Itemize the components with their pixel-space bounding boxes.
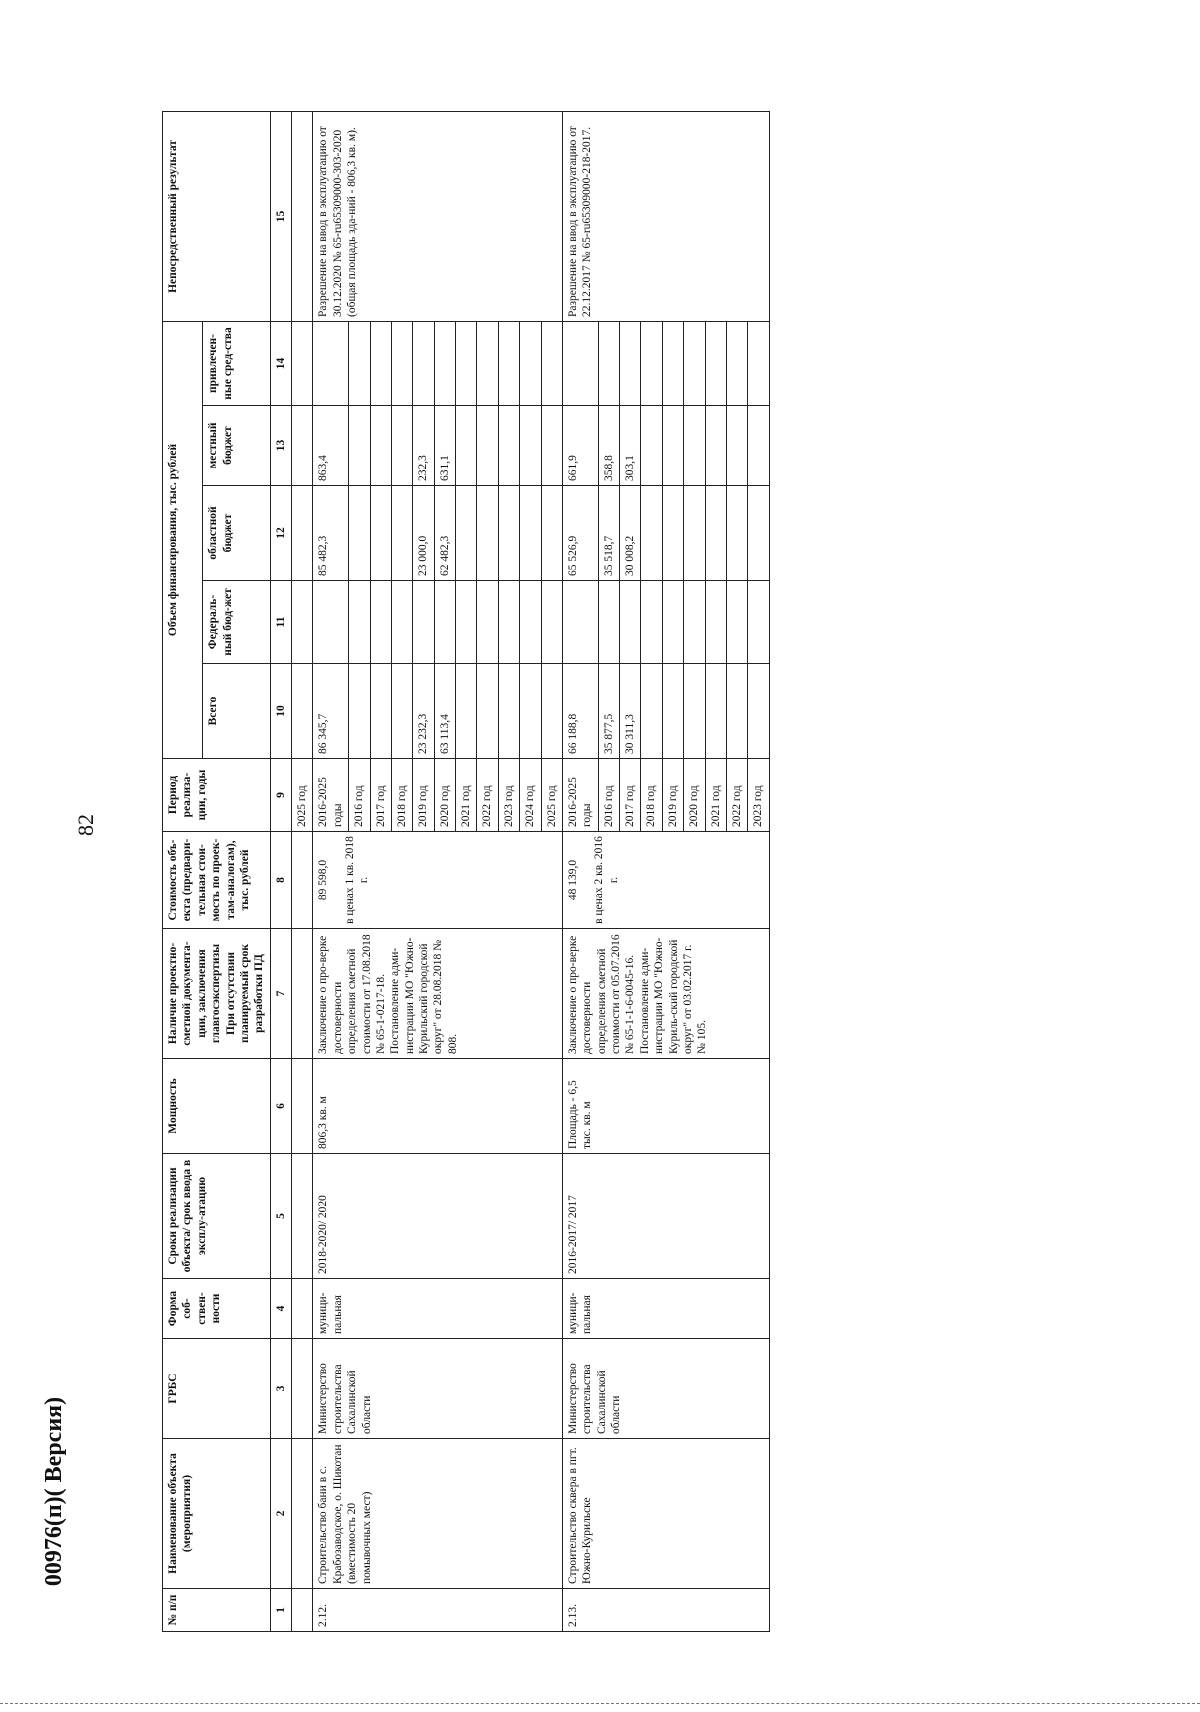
attracted-cell <box>498 321 519 405</box>
column-number-cell: 14 <box>270 321 291 405</box>
cost-note: в ценах 1 кв. 2018 г. <box>343 836 371 924</box>
federal-cell <box>662 581 683 664</box>
cost-note: в ценах 2 кв. 2016 г. <box>593 836 620 924</box>
cell-empty <box>292 321 313 405</box>
project-documentation: Заключение о про-верке достоверности определения сметной стоимости от 05.07.2016 № 65-1-1-6-0045-16. Постановление адми-нистрации МО "Южно-Куриль-ский городской округ" от 03.02.2017 г. № 105. <box>562 929 769 1059</box>
previous-row-tail <box>292 111 313 1631</box>
period-cell: 2022 год <box>477 759 498 832</box>
cost-value: 48 139,0 <box>566 859 579 901</box>
attracted-cell <box>370 321 391 405</box>
project-grbs: Министерство строительства Сахалинской области <box>562 1339 769 1439</box>
column-number-cell: 9 <box>270 759 291 832</box>
attracted-cell <box>541 321 562 405</box>
total-cell: 66 188,8 <box>562 664 598 759</box>
cell-empty <box>292 1154 313 1279</box>
attracted-cell <box>520 321 541 405</box>
regional-cell <box>662 486 683 581</box>
header-capacity: Мощность <box>163 1059 271 1154</box>
period-cell: 2020 год <box>434 759 455 832</box>
project-result: Разрешение на ввод в эксплуатацию от 22.12.2017 № 65-ru65309000-218-2017. <box>562 111 769 321</box>
total-cell <box>541 664 562 759</box>
regional-cell: 65 526,9 <box>562 486 598 581</box>
project-capacity: Площадь - 6,5 тыс. кв. м <box>562 1059 769 1154</box>
local-cell <box>456 406 477 486</box>
period-cell: 2021 год <box>705 759 726 832</box>
cell-period: 2025 год <box>292 759 313 832</box>
header-federal: Федераль-ный бюд-жет <box>203 581 270 664</box>
local-cell: 232,3 <box>413 406 434 486</box>
period-cell: 2024 год <box>520 759 541 832</box>
regional-cell <box>370 486 391 581</box>
total-cell <box>520 664 541 759</box>
period-cell: 2017 год <box>370 759 391 832</box>
regional-cell: 23 000,0 <box>413 486 434 581</box>
project-deadline: 2018-2020/ 2020 <box>313 1154 563 1279</box>
column-number-cell: 6 <box>270 1059 291 1154</box>
period-cell: 2022 год <box>726 759 747 832</box>
total-cell: 23 232,3 <box>413 664 434 759</box>
local-cell <box>498 406 519 486</box>
attracted-cell <box>313 321 349 405</box>
header-number: № п/п <box>163 1589 271 1632</box>
column-number-cell: 12 <box>270 486 291 581</box>
period-cell: 2016-2025 годы <box>313 759 349 832</box>
project-row <box>313 111 349 1631</box>
column-number-cell: 4 <box>270 1279 291 1339</box>
period-cell: 2018 год <box>641 759 662 832</box>
regional-cell <box>641 486 662 581</box>
header-attracted: привлечен-ные сред-ства <box>203 321 270 405</box>
federal-cell <box>726 581 747 664</box>
rotated-table-container <box>162 112 1200 1632</box>
header-result: Непосредственный результат <box>163 111 271 321</box>
regional-cell <box>456 486 477 581</box>
federal-cell <box>456 581 477 664</box>
header-regional: областной бюджет <box>203 486 270 581</box>
regional-cell <box>520 486 541 581</box>
table-body <box>292 111 770 1631</box>
federal-cell <box>413 581 434 664</box>
federal-cell <box>349 581 370 664</box>
total-cell <box>391 664 412 759</box>
federal-cell <box>562 581 598 664</box>
total-cell <box>748 664 769 759</box>
cell-empty <box>292 1439 313 1589</box>
total-cell <box>370 664 391 759</box>
column-number-cell: 11 <box>270 581 291 664</box>
regional-cell <box>684 486 705 581</box>
period-cell: 2016 год <box>598 759 619 832</box>
cell-empty <box>292 664 313 759</box>
attracted-cell <box>662 321 683 405</box>
total-cell <box>662 664 683 759</box>
column-number-cell: 10 <box>270 664 291 759</box>
period-cell: 2019 год <box>662 759 683 832</box>
local-cell <box>370 406 391 486</box>
column-number-cell: 2 <box>270 1439 291 1589</box>
column-number-cell: 7 <box>270 929 291 1059</box>
project-grbs: Министерство строительства Сахалинской области <box>313 1339 563 1439</box>
total-cell <box>349 664 370 759</box>
local-cell <box>662 406 683 486</box>
total-cell: 30 311,3 <box>620 664 641 759</box>
federal-cell <box>641 581 662 664</box>
header-cost: Стоимость объ-екта (предвари-тельная стои-мость по проек-там-аналогам), тыс. рублей <box>163 832 271 929</box>
total-cell: 86 345,7 <box>313 664 349 759</box>
cell-empty <box>292 1339 313 1439</box>
federal-cell <box>748 581 769 664</box>
cell-empty <box>292 581 313 664</box>
attracted-cell <box>456 321 477 405</box>
attracted-cell <box>391 321 412 405</box>
attracted-cell <box>413 321 434 405</box>
column-number-cell: 5 <box>270 1154 291 1279</box>
attracted-cell <box>641 321 662 405</box>
investment-table <box>162 111 770 1632</box>
project-name: Строительство сквера в пгт. Южно-Курильске <box>562 1439 769 1589</box>
total-cell <box>641 664 662 759</box>
column-number-cell: 13 <box>270 406 291 486</box>
header-financing-group: Объем финансирования, тыс. рублей <box>163 321 203 758</box>
attracted-cell <box>705 321 726 405</box>
local-cell <box>705 406 726 486</box>
local-cell: 358,8 <box>598 406 619 486</box>
header-deadline: Сроки реализации объекта/ срок ввода в эксплу-атацию <box>163 1154 271 1279</box>
total-cell: 35 877,5 <box>598 664 619 759</box>
local-cell <box>684 406 705 486</box>
local-cell <box>641 406 662 486</box>
total-cell <box>456 664 477 759</box>
header-name: Наименование объекта (мероприятия) <box>163 1439 271 1589</box>
total-cell <box>705 664 726 759</box>
local-cell: 863,4 <box>313 406 349 486</box>
header-documentation: Наличие проектно-сметной документа-ции, заключения главгосэкспертизы При отсутствии планируемый срок разработки ПД <box>163 929 271 1059</box>
federal-cell <box>620 581 641 664</box>
regional-cell <box>477 486 498 581</box>
column-number-cell: 1 <box>270 1589 291 1632</box>
project-number: 2.12. <box>313 1589 563 1632</box>
federal-cell <box>498 581 519 664</box>
table-header <box>163 111 292 1631</box>
regional-cell: 35 518,7 <box>598 486 619 581</box>
federal-cell <box>477 581 498 664</box>
page-number: 82 <box>73 814 98 836</box>
regional-cell: 30 008,2 <box>620 486 641 581</box>
attracted-cell <box>684 321 705 405</box>
local-cell <box>520 406 541 486</box>
column-number-cell: 8 <box>270 832 291 929</box>
local-cell <box>391 406 412 486</box>
regional-cell <box>705 486 726 581</box>
attracted-cell <box>748 321 769 405</box>
total-cell <box>684 664 705 759</box>
cell-empty <box>292 1589 313 1632</box>
total-cell <box>498 664 519 759</box>
header-ownership: Форма соб-ствен-ности <box>163 1279 271 1339</box>
period-cell: 2020 год <box>684 759 705 832</box>
column-number-cell: 15 <box>270 111 291 321</box>
federal-cell <box>434 581 455 664</box>
project-cost <box>313 832 563 929</box>
regional-cell <box>748 486 769 581</box>
period-cell: 2017 год <box>620 759 641 832</box>
local-cell: 303,1 <box>620 406 641 486</box>
period-cell: 2023 год <box>748 759 769 832</box>
period-cell: 2021 год <box>456 759 477 832</box>
column-number-row <box>270 111 291 1631</box>
cell-empty <box>292 406 313 486</box>
federal-cell <box>370 581 391 664</box>
federal-cell <box>391 581 412 664</box>
project-cost <box>562 832 769 929</box>
local-cell <box>349 406 370 486</box>
local-cell <box>726 406 747 486</box>
period-cell: 2016-2025 годы <box>562 759 598 832</box>
local-cell: 661,9 <box>562 406 598 486</box>
regional-cell <box>541 486 562 581</box>
local-cell <box>541 406 562 486</box>
period-cell: 2019 год <box>413 759 434 832</box>
attracted-cell <box>349 321 370 405</box>
cell-empty <box>292 486 313 581</box>
regional-cell <box>498 486 519 581</box>
regional-cell: 85 482,3 <box>313 486 349 581</box>
project-ownership: муници-пальная <box>313 1279 563 1339</box>
federal-cell <box>313 581 349 664</box>
attracted-cell <box>477 321 498 405</box>
federal-cell <box>684 581 705 664</box>
total-cell: 63 113,4 <box>434 664 455 759</box>
regional-cell <box>391 486 412 581</box>
total-cell <box>477 664 498 759</box>
project-number: 2.13. <box>562 1589 769 1632</box>
regional-cell: 62 482,3 <box>434 486 455 581</box>
federal-cell <box>705 581 726 664</box>
attracted-cell <box>562 321 598 405</box>
header-grbs: ГРБС <box>163 1339 271 1439</box>
project-deadline: 2016-2017/ 2017 <box>562 1154 769 1279</box>
header-total: Всего <box>203 664 270 759</box>
column-number-cell: 3 <box>270 1339 291 1439</box>
attracted-cell <box>598 321 619 405</box>
cell-empty <box>292 111 313 321</box>
cell-empty <box>292 1059 313 1154</box>
total-cell <box>726 664 747 759</box>
federal-cell <box>541 581 562 664</box>
regional-cell <box>726 486 747 581</box>
cell-empty <box>292 1279 313 1339</box>
local-cell <box>748 406 769 486</box>
project-documentation: Заключение о про-верке достоверности определения сметной стоимости от 17.08.2018 № 65-1-0217-18. Постановление адми-нистрации МО "Южно-Курильский городской округ" от 28.08.2018 № 808. <box>313 929 563 1059</box>
local-cell: 631,1 <box>434 406 455 486</box>
header-period: Период реализа-ции, годы <box>163 759 271 832</box>
cell-empty <box>292 832 313 929</box>
regional-cell <box>349 486 370 581</box>
document-id: 00976(п)( Версия) <box>41 1396 68 1587</box>
attracted-cell <box>434 321 455 405</box>
project-row <box>562 111 598 1631</box>
cost-value: 89 598,0 <box>317 859 330 901</box>
cell-empty <box>292 929 313 1059</box>
period-cell: 2016 год <box>349 759 370 832</box>
header-local: местный бюджет <box>203 406 270 486</box>
project-capacity: 806,3 кв. м <box>313 1059 563 1154</box>
project-result: Разрешение на ввод в эксплуатацию от 30.12.2020 № 65-ru65309000-303-2020 (общая площадь зда-ний - 806,3 кв. м). <box>313 111 563 321</box>
project-name: Строительство бани в с. Крабозаводское, о. Шикотан (вместимость 20 помывочных мест) <box>313 1439 563 1589</box>
federal-cell <box>520 581 541 664</box>
federal-cell <box>598 581 619 664</box>
period-cell: 2023 год <box>498 759 519 832</box>
period-cell: 2025 год <box>541 759 562 832</box>
period-cell: 2018 год <box>391 759 412 832</box>
attracted-cell <box>726 321 747 405</box>
project-ownership: муници-пальная <box>562 1279 769 1339</box>
local-cell <box>477 406 498 486</box>
attracted-cell <box>620 321 641 405</box>
scan-edge-line <box>0 1703 1200 1704</box>
